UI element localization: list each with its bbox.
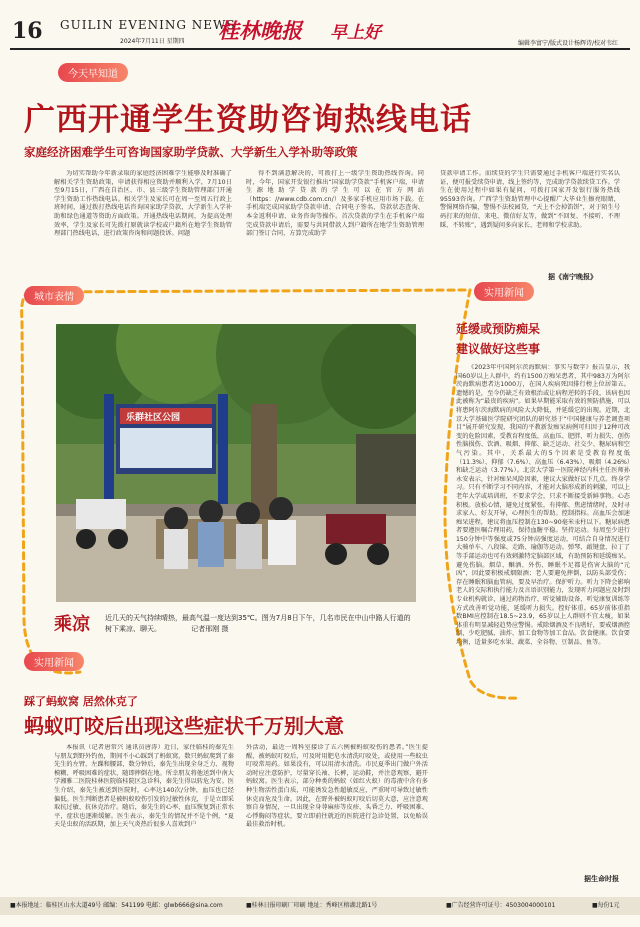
side-credit: 据生命时报 xyxy=(584,875,619,883)
footer-ad-license: ■广告经营许可证号：4503004000101 xyxy=(446,902,556,909)
second-headline: 蚂蚁叮咬后出现这些症状千万别大意 xyxy=(24,714,344,738)
footer-address: ■本报地址：临桂区山水大道49号 邮编：541199 电邮：glwb666@sina.com xyxy=(10,902,223,909)
section-tag-practical-left: 实用新闻 xyxy=(24,652,84,671)
side-title-line2: 建议做好这些事 xyxy=(456,342,541,356)
side-article-body: 《2023年中国阿尔茨海默病：事实与数字》报告显示，我国60岁以上人群中，约有1500万痴呆患者，其中983万为阿尔茨海默病患者达1000万，在国人疾病死因排行榜上位居第五。遗憾的是，至今仍缺乏有效根治或让病程逆转的手段，该病也因此被称为“最贵的疾病”。如果早期能采取有效的预防措施，可以将患阿尔茨海默病的风险大大降低，并延缓它的出现。近期，北京大学基础医学院研究团队的研究基于“中国健康与养老调查项目”展开研究发现，我国的平教新发痴呆病例可归因于12种可改变的危险因素，受教育程度低、高血压、肥胖、听力损失、创伤性脑损伤、饮酒、吸烟、抑郁、缺乏运动、社交少、糖尿病和空气污染。其中，关系最大的5个因素是受教育程度低（11.3%）、抑郁（7.6%）、高血压（6.43%）、吸烟（4.26%）和缺乏运动（3.77%）。北京大学第一医院神经内科主任医师孙永安表示，针对痴呆风险因素，建议大家做好以下几点。终身学习。只有不断学习不同内容，才能对大脑形成新的刺激，可以上老年大学或培训班，不要求学会，只求不断接受新鲜事物。心态积极。放松心情，避免过度紧张，有抑郁、焦虑情绪时，及时寻求家人、好友开导，心理医生的帮助。控制指标。高血压会加速痴呆进程，建议将血压控制在130~90毫米汞柱以下。糖尿病患者要遵医嘱合理用药，保持血糖平稳。坚持运动。每周至少进行150分钟中等强度或75分钟高强度运动，可结合自身情况进行大骑单车、八段锦、走路、瑜伽等运动。弹琴、敲键盘、拉丁了等手部运动也可有效刺激特定脑部区域，有助预防和延缓痴呆。避免伤脑。烟草、酗酒、外伤、睡眠不足都是伤害大脑的“元凶”，因此要积极戒烟限酒；老人要避免摔倒，以防头部受伤；存在睡眠和脑血管病，要及早治疗。保护听力。听力下降会影响老人的交际和执行能力及言语识别能力，发现听力问题应及时到专业机构就诊，通过药物治疗、听觉辅助设备、听觉康复训练等方式改善听觉功能，延缓听力损失。控好体重。65岁前体重指数BMI应控制在18.5~23.9，65岁以上人群则不宜太瘦，如果体重有明显减轻趋势应警惕。戒除烟酒及不良嗜好，要戒烟酒控制，少吃肥腻、油炸、加工食物等加工食品。饮食健康。饮食要均衡，适量多吃水果、蔬菜、全谷物、豆制品、鱼等。 xyxy=(456,364,630,646)
section-tag-practical-right: 实用新闻 xyxy=(474,282,534,301)
lead-column-2: 得不到满意解决的，可拨打上一级学生资助热线咨询。同时，今年，国家开发银行推出“国家助学贷款”手机客户端，申请生源地助学贷款的学生可以在官方网站（https：//www.cdb.com.cn/）及多家手机应用市场下载。在手机端完成国家助学贷款申请、合同电子签名、贷款状态查询、本金返利申请、业务咨询等操作。首次贷款的学生在手机客户端完成贷款申请后，需要与共同借款人到户籍所在地学生资助管理部门签订合同，方算完成助学 xyxy=(246,170,424,238)
paper-name-en: GUILIN EVENING NEWS xyxy=(60,18,236,32)
lead-headline: 广西开通学生资助咨询热线电话 xyxy=(24,102,472,138)
lead-credit: 据《南宁晚报》 xyxy=(548,273,597,281)
photo-caption-text: 近几天的天气持续晴热，最高气温一度达到35℃。图为7月8日下午，几名市民在中山中路人行道的树下乘凉、聊天。 xyxy=(105,614,411,633)
section-name: 早上好 xyxy=(330,23,381,43)
photo-title: 乘凉 xyxy=(54,614,90,635)
footer-printer: ■桂林日报印刷厂印刷 地址：秀峰区榕湖北路1号 xyxy=(246,902,378,909)
editor-credits: 编辑李富宁/版式设计杨辉诗/校对韦红 xyxy=(518,40,619,47)
photo-credit: 记者邢刚 摄 xyxy=(191,625,229,633)
lead-column-3: 贷款申请工作。而续贷的学生只需要通过手机客户端进行实名认证，便可报受续贷申请，线上签约等，完成助学贷款续贷工作。学生在使用过程中如果有疑问，可拨打国家开发银行服务热线95593咨询。广西学生资助管理中心提醒广大毕业生擦亮眼睛，警惕网络诈骗，警惕不法校园贷，“天上不会掉馅饼”，对于陌生号码打来的短信、来电、微信好友等，做到“不回复、不接听、不理睬、不转账”，遇到疑问多向家长、老师和学校求助。 xyxy=(440,170,620,229)
page-number: 16 xyxy=(12,18,43,44)
side-title-line1: 延缓或预防痴呆 xyxy=(456,322,541,336)
section-tag-today: 今天早知道 xyxy=(58,63,128,82)
photo-caption xyxy=(105,613,415,635)
second-column-1: 本报讯（记者唐常兴 通讯员唐涛）近日，家住临桂的秦先生与朋友到野外钓鱼，期间不小心踩到了蚂蚁窝，数只蚂蚁爬到了秦先生的左臂、左踝和腰部，数分钟后，秦先生出现全身乏力、视物模糊、呼吸困难的症状，随即摔倒在地。所幸朋友将他送到中南大学湘雅二医院桂林医院临桂院区急诊科，秦先生得以转危为安。医生介绍，秦先生被送到医院时，心率达140次/分钟，血压也已经偏低。医生判断患者是被蚂蚁咬伤引发的过敏性休克，于是立即采取抗过敏、抗休克治疗。随后，秦先生的心率、血压恢复到正常水平，症状也逐渐缓解。医生表示，秦先生的情况并不是个例，“夏天是虫蚁的活跃期，加上天气炎热后很多人喜欢到户 xyxy=(54,744,234,829)
street-photo xyxy=(56,324,416,602)
issue-date: 2024年7月11日 星期四 xyxy=(120,38,185,45)
footer-price: ■每份1元 xyxy=(592,902,620,909)
header-rule xyxy=(10,48,630,50)
paper-logo: 桂林晚报 xyxy=(218,18,302,43)
street-photo-illustration xyxy=(56,324,416,602)
lead-subhead: 家庭经济困难学生可咨询国家助学贷款、大学新生入学补助等政策 xyxy=(24,145,358,159)
second-kicker: 踩了蚂蚁窝 居然休克了 xyxy=(24,695,138,708)
footer-bar xyxy=(0,897,640,915)
second-column-2: 外活动，最近一周科室接诊了五六例被蚂蚁咬伤的患者。”医生提醒，被蚂蚁叮咬后，可及时用肥皂水清洗叮咬处，或使用一些蚊虫叮咬常用药。如果没有，可以用清水清洗。市民夏季出门做户外活动时应注意防护，尽量穿长袖、长裤，运动鞋，并注意观察，避开蚂蚁窝。医生表示，部分种类的蚂蚁（如红火蚁）的毒液中含有多种生物活性蛋白质，可能诱发急性超敏反应，严重时可导致过敏性休克而危及生命。因此，在野外被蚂蚁叮咬后切莫大意，应注意观察自身情况，一旦出现全身荨麻疹等皮疹、头昏乏力、呼吸困难、心悸胸闷等症状，要立即前往就近的医院进行急诊处置，以免贻误最佳救治时机。 xyxy=(246,744,428,829)
section-tag-city: 城市表情 xyxy=(24,286,84,305)
lead-column-1: 为切实帮助今年新录取的家庭经济困难学生能够及时准确了解相关学生资助政策，申请获得相应资助并顺利入学，7月10日至9月15日，广西在自治区、市、县三级学生资助管理部门开通学生资助工作热线电话。相关学生及家长可在周一至周五行政上班时间，通过拨打热线电话咨询国家助学贷款、大学新生入学补助和绿色通道等资助方面政策。开通热线电话期间，为提高处理效率，学生及家长可先拨打原就读学校或户籍所在地学生资助管理部门热线电话，进行政策咨询和问题投诉。问题 xyxy=(54,170,232,238)
park-sign-text: 乐群社区公园 xyxy=(126,413,181,423)
